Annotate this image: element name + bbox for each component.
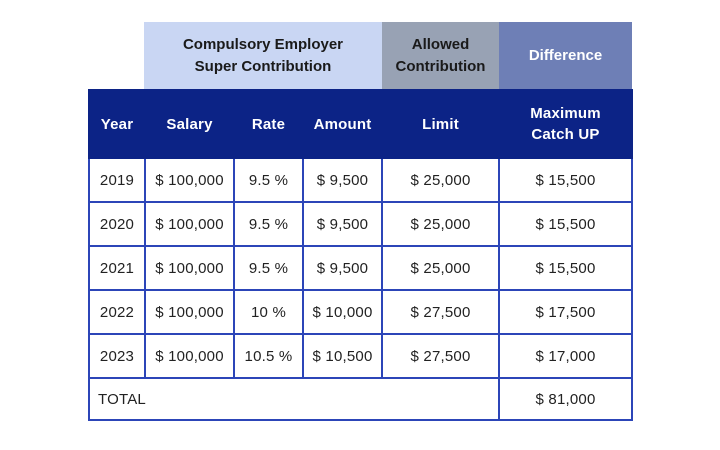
total-row: [89, 378, 632, 420]
column-header-amount: Amount: [303, 90, 382, 158]
contribution-table: [88, 89, 633, 421]
cell-catch-up: $ 17,000: [499, 334, 632, 378]
cell-limit: $ 25,000: [382, 246, 499, 290]
cell-year: 2021: [89, 246, 145, 290]
cell-limit: $ 25,000: [382, 202, 499, 246]
column-header-rate: Rate: [234, 90, 303, 158]
cell-year: 2019: [89, 158, 145, 202]
column-header-salary: Salary: [145, 90, 234, 158]
total-value: $ 81,000: [499, 378, 632, 420]
cell-amount: $ 9,500: [303, 158, 382, 202]
table-row: [89, 158, 632, 202]
cell-rate: 9.5 %: [234, 246, 303, 290]
table-row: [89, 202, 632, 246]
cell-rate: 9.5 %: [234, 158, 303, 202]
total-label: TOTAL: [89, 378, 499, 420]
cell-salary: $ 100,000: [145, 246, 234, 290]
cell-catch-up: $ 15,500: [499, 202, 632, 246]
cell-catch-up: $ 15,500: [499, 246, 632, 290]
table-row: [89, 290, 632, 334]
cell-rate: 10 %: [234, 290, 303, 334]
cell-year: 2023: [89, 334, 145, 378]
cell-limit: $ 27,500: [382, 290, 499, 334]
cell-salary: $ 100,000: [145, 202, 234, 246]
cell-amount: $ 9,500: [303, 246, 382, 290]
cell-salary: $ 100,000: [145, 334, 234, 378]
cell-rate: 9.5 %: [234, 202, 303, 246]
cell-rate: 10.5 %: [234, 334, 303, 378]
cell-year: 2020: [89, 202, 145, 246]
cell-limit: $ 27,500: [382, 334, 499, 378]
column-header-maximum-catch-up: Maximum Catch UP: [499, 90, 632, 158]
cell-limit: $ 25,000: [382, 158, 499, 202]
group-header-difference: Difference: [499, 22, 632, 89]
column-header-year: Year: [89, 90, 145, 158]
table-row: [89, 334, 632, 378]
group-header-employer: Compulsory Employer Super Contribution: [144, 22, 382, 89]
cell-amount: $ 10,000: [303, 290, 382, 334]
cell-year: 2022: [89, 290, 145, 334]
table-row: [89, 246, 632, 290]
cell-amount: $ 10,500: [303, 334, 382, 378]
cell-catch-up: $ 17,500: [499, 290, 632, 334]
group-header-allowed: Allowed Contribution: [382, 22, 499, 89]
column-header-row: [89, 90, 632, 158]
cell-amount: $ 9,500: [303, 202, 382, 246]
cell-catch-up: $ 15,500: [499, 158, 632, 202]
cell-salary: $ 100,000: [145, 158, 234, 202]
column-header-limit: Limit: [382, 90, 499, 158]
cell-salary: $ 100,000: [145, 290, 234, 334]
